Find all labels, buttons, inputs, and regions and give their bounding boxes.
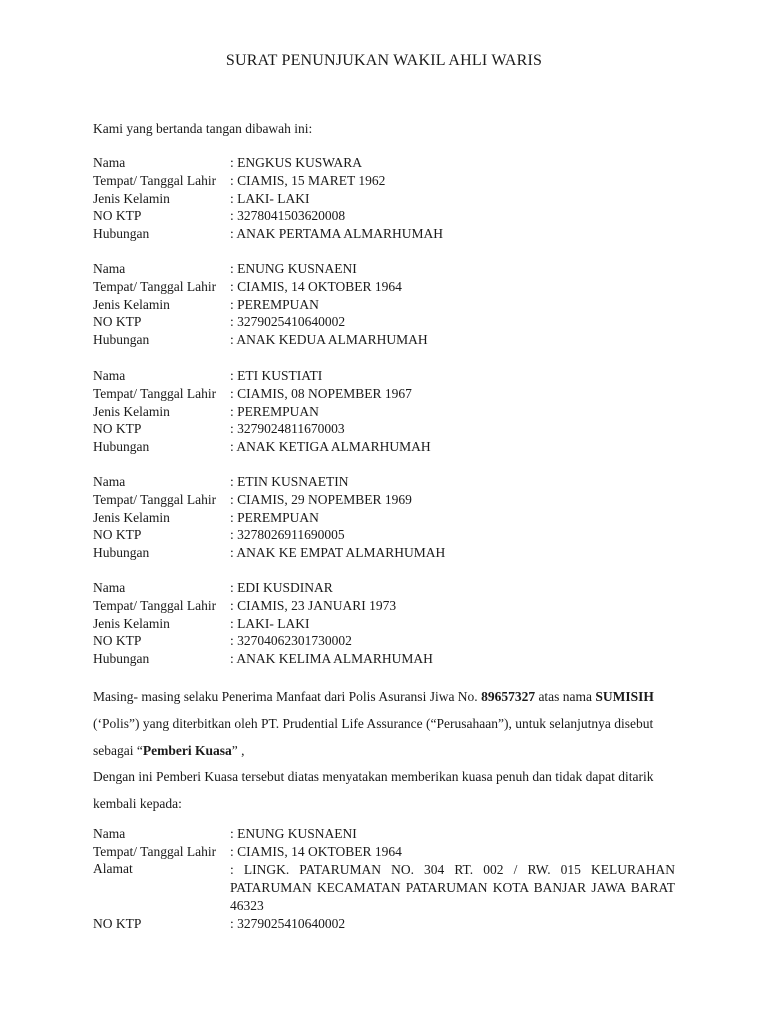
heir-ktp: : 32704062301730002 [230,633,352,649]
policy-number: 89657327 [481,689,536,704]
rep-name: : ENUNG KUSNAENI [230,826,357,841]
heir-gender: : LAKI- LAKI [230,190,310,206]
label-jk: Jenis Kelamin [93,190,170,206]
heir-relation: : ANAK KETIGA ALMARHUMAH [230,439,431,455]
heir-block-3 [93,367,431,456]
heir-name: : ETIN KUSNAETIN [230,474,349,489]
rep-ktp: : 3279025410640002 [230,916,346,931]
para1-text-2: atas nama [535,689,596,704]
label-nama: Nama [93,368,126,383]
heir-block-2 [93,260,428,349]
para1-text-3: (‘Polis”) yang diterbitkan oleh PT. Prudential Life Assurance (“Perusahaan”), untuk selanjutnya disebut sebagai “ [93,716,654,758]
label-ktp: NO KTP [93,314,142,330]
label-jk: Jenis Kelamin [93,509,170,525]
label-nama: Nama [93,474,126,489]
rep-birth: : CIAMIS, 14 OKTOBER 1964 [230,844,402,859]
beneficiary-paragraph [93,683,675,764]
label-jk: Jenis Kelamin [93,615,170,631]
label-ktp: NO KTP [93,633,142,649]
heir-gender: : LAKI- LAKI [230,615,310,631]
heir-gender: : PEREMPUAN [230,509,319,525]
label-hub: Hubungan [93,439,150,455]
label-ktp: NO KTP [93,421,142,437]
heir-birth: : CIAMIS, 15 MARET 1962 [230,172,386,188]
heir-birth: : CIAMIS, 08 NOPEMBER 1967 [230,385,412,401]
para1-text-1: Masing- masing selaku Penerima Manfaat dari Polis Asuransi Jiwa No. [93,689,482,704]
label-nama: Nama [93,580,126,595]
label-jk: Jenis Kelamin [93,296,170,312]
rep-address: : LINGK. PATARUMAN NO. 304 RT. 002 / RW. 015 KELURAHAN PATARUMAN KECAMATAN PATARUMAN KOTA BANJAR JAWA BARAT 46323 [230,862,675,913]
heir-birth: : CIAMIS, 14 OKTOBER 1964 [230,278,402,294]
heir-block-1 [93,154,443,243]
heir-ktp: : 3278041503620008 [230,208,346,224]
heir-name: : ENUNG KUSNAENI [230,261,357,276]
heir-ktp: : 3278026911690005 [230,527,345,543]
label-alamat: Alamat [93,861,133,876]
heir-name: : ETI KUSTIATI [230,368,323,383]
label-ktp: NO KTP [93,527,142,543]
label-nama: Nama [93,261,126,276]
label-hub: Hubungan [93,545,150,561]
letter-title: SURAT PENUNJUKAN WAKIL AHLI WARIS [225,52,543,69]
label-ttl: Tempat/ Tanggal Lahir [93,172,217,188]
authorization-paragraph: Dengan ini Pemberi Kuasa tersebut diatas menyatakan memberikan kuasa penuh dan tidak dapat ditarik kembali kepada: [93,769,654,811]
label-ttl: Tempat/ Tanggal Lahir [93,385,217,401]
label-nama: Nama [93,155,126,170]
label-nama: Nama [93,826,126,841]
heir-block-4 [93,473,445,562]
heir-block-5 [93,579,433,668]
label-hub: Hubungan [93,651,150,667]
heir-relation: : ANAK KELIMA ALMARHUMAH [230,651,433,667]
heir-ktp: : 3279025410640002 [230,314,346,330]
heir-name: : EDI KUSDINAR [230,580,333,595]
heir-gender: : PEREMPUAN [230,403,319,419]
representative-block [93,825,675,933]
label-ttl: Tempat/ Tanggal Lahir [93,844,217,859]
label-ttl: Tempat/ Tanggal Lahir [93,597,217,613]
heir-name: : ENGKUS KUSWARA [230,155,363,170]
heir-birth: : CIAMIS, 29 NOPEMBER 1969 [230,491,412,507]
label-ktp: NO KTP [93,916,142,931]
para1-text-4: ” , [231,743,245,758]
heir-relation: : ANAK PERTAMA ALMARHUMAH [230,226,444,242]
label-jk: Jenis Kelamin [93,403,170,419]
pemberi-kuasa-term: Pemberi Kuasa [142,743,232,758]
heir-gender: : PEREMPUAN [230,296,319,312]
insured-name: SUMISIH [595,689,654,704]
heir-relation: : ANAK KEDUA ALMARHUMAH [230,332,428,348]
heir-birth: : CIAMIS, 23 JANUARI 1973 [230,597,397,613]
heir-ktp: : 3279024811670003 [230,421,345,437]
label-ktp: NO KTP [93,208,142,224]
label-hub: Hubungan [93,226,150,242]
intro-text: Kami yang bertanda tangan dibawah ini: [93,121,313,136]
label-hub: Hubungan [93,332,150,348]
label-ttl: Tempat/ Tanggal Lahir [93,278,217,294]
label-ttl: Tempat/ Tanggal Lahir [93,491,217,507]
heir-relation: : ANAK KE EMPAT ALMARHUMAH [230,545,446,561]
